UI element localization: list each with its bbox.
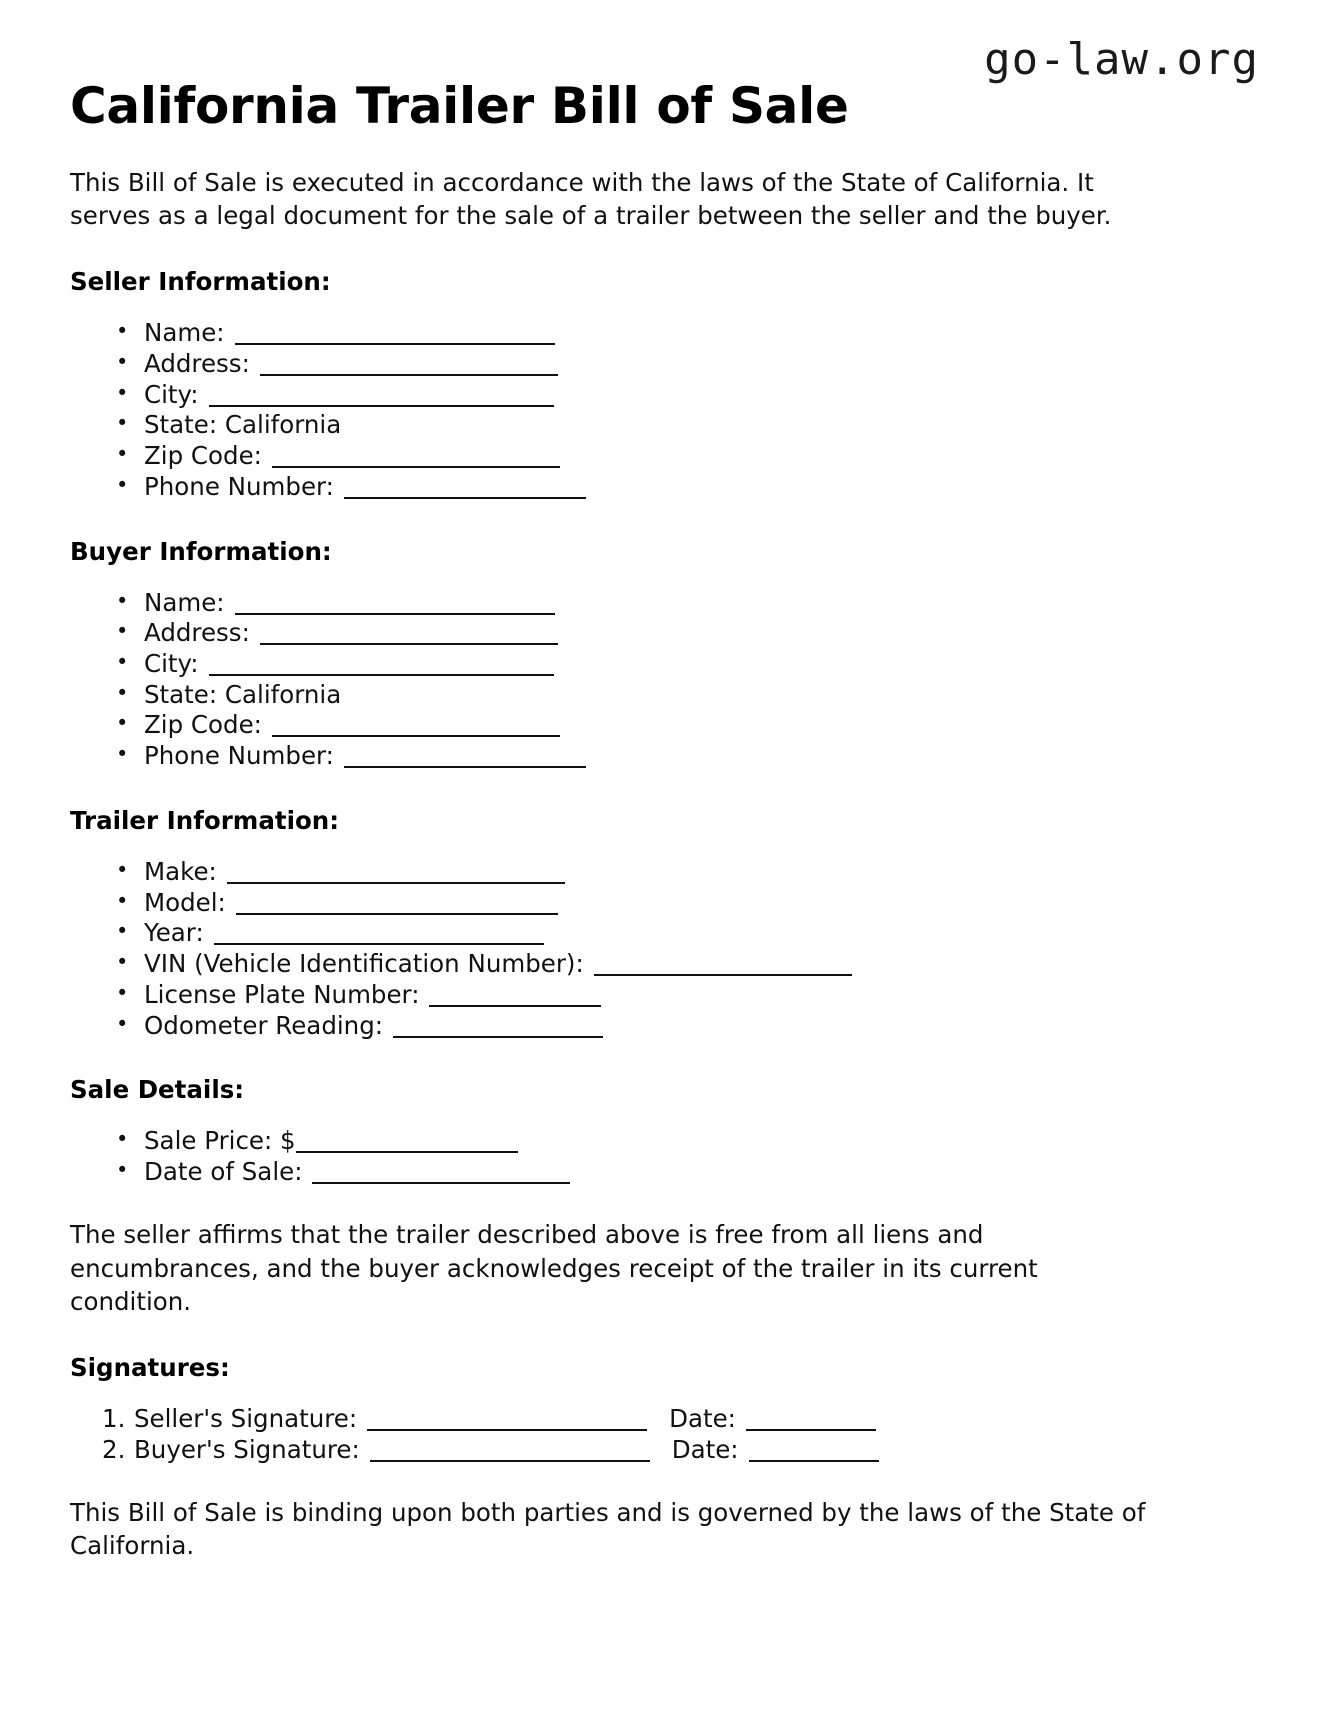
field-label: Model: [144, 887, 226, 917]
field-label: Phone Number: [144, 471, 334, 501]
field-blank-line[interactable] [312, 1162, 570, 1184]
seller-information-heading: Seller Information: [70, 267, 331, 297]
signature-label: Buyer's Signature: [134, 1434, 360, 1464]
date-blank-line[interactable] [746, 1409, 876, 1431]
field-row [116, 741, 1261, 772]
field-row [116, 618, 1261, 649]
field-row [116, 318, 1261, 349]
field-blank-line[interactable] [260, 354, 558, 376]
page-title: California Trailer Bill of Sale [70, 77, 849, 135]
field-row [116, 649, 1261, 680]
field-label: Zip Code: [144, 710, 262, 740]
field-label: Phone Number: [144, 741, 334, 771]
buyer-field-list [70, 588, 1261, 772]
sale-field-list [70, 1126, 1261, 1187]
field-row [116, 680, 1261, 711]
signature-row [102, 1404, 1261, 1435]
field-row [116, 410, 1261, 441]
field-blank-line[interactable] [260, 623, 558, 645]
signature-blank-line[interactable] [367, 1409, 647, 1431]
intro-paragraph: This Bill of Sale is executed in accordance with the laws of the State of California. It serves as a legal document for the sale of a trailer between the seller and the buyer. [70, 167, 1112, 231]
date-label: Date: [671, 1434, 739, 1464]
field-row [116, 857, 1261, 888]
field-label: City: [144, 379, 199, 409]
field-row [116, 710, 1261, 741]
field-label: Year: [144, 918, 204, 948]
field-label: VIN (Vehicle Identification Number): [144, 949, 584, 979]
field-value: California [217, 679, 342, 709]
field-blank-line[interactable] [429, 985, 601, 1007]
date-label: Date: [669, 1404, 736, 1434]
field-blank-line[interactable] [296, 1131, 518, 1153]
field-blank-line[interactable] [594, 954, 852, 976]
field-blank-line[interactable] [235, 323, 555, 345]
seller-field-list [70, 318, 1261, 502]
buyer-information-heading: Buyer Information: [70, 536, 332, 566]
date-blank-line[interactable] [749, 1440, 879, 1462]
field-label: Name: [144, 318, 225, 348]
field-row [116, 380, 1261, 411]
field-blank-line[interactable] [344, 477, 586, 499]
affirmation-paragraph: The seller affirms that the trailer described above is free from all liens and encumbrances, and the buyer acknowledges receipt of the trailer in its current condition. [70, 1219, 1038, 1317]
field-row [116, 1011, 1261, 1042]
field-blank-line[interactable] [344, 746, 586, 768]
field-label: Zip Code: [144, 441, 262, 471]
field-blank-line[interactable] [209, 385, 554, 407]
field-row [116, 1126, 1261, 1157]
field-label: State: [144, 679, 218, 709]
field-row [116, 1157, 1261, 1188]
field-blank-line[interactable] [272, 446, 560, 468]
field-label: Make: [144, 856, 217, 886]
field-row [116, 441, 1261, 472]
signature-list [70, 1404, 1261, 1465]
field-label: License Plate Number: [144, 979, 420, 1009]
field-value: California [217, 410, 342, 440]
field-row [116, 588, 1261, 619]
field-blank-line[interactable] [272, 715, 560, 737]
trailer-information-heading: Trailer Information: [70, 805, 340, 835]
field-label: Date of Sale: [144, 1157, 303, 1187]
field-row [116, 472, 1261, 503]
field-label: Address: [144, 618, 250, 648]
site-logo: go-law.org [984, 34, 1259, 85]
field-label: Name: [144, 587, 225, 617]
field-row [116, 949, 1261, 980]
field-label: Odometer Reading: [144, 1010, 384, 1040]
signature-row [102, 1435, 1261, 1466]
field-blank-line[interactable] [393, 1016, 603, 1038]
field-label: Sale Price: $ [144, 1126, 296, 1156]
field-row [116, 918, 1261, 949]
field-blank-line[interactable] [214, 923, 544, 945]
field-blank-line[interactable] [235, 593, 555, 615]
sale-details-heading: Sale Details: [70, 1075, 245, 1105]
signature-label: Seller's Signature: [134, 1404, 358, 1434]
field-blank-line[interactable] [236, 893, 558, 915]
signature-blank-line[interactable] [370, 1440, 650, 1462]
field-label: Address: [144, 348, 250, 378]
signatures-heading: Signatures: [70, 1353, 230, 1383]
field-row [116, 980, 1261, 1011]
field-blank-line[interactable] [209, 654, 554, 676]
trailer-field-list [70, 857, 1261, 1041]
closing-paragraph: This Bill of Sale is binding upon both parties and is governed by the laws of the State of California. [70, 1497, 1146, 1561]
field-row [116, 888, 1261, 919]
field-label: State: [144, 410, 218, 440]
field-blank-line[interactable] [227, 862, 565, 884]
field-label: City: [144, 648, 199, 678]
field-row [116, 349, 1261, 380]
